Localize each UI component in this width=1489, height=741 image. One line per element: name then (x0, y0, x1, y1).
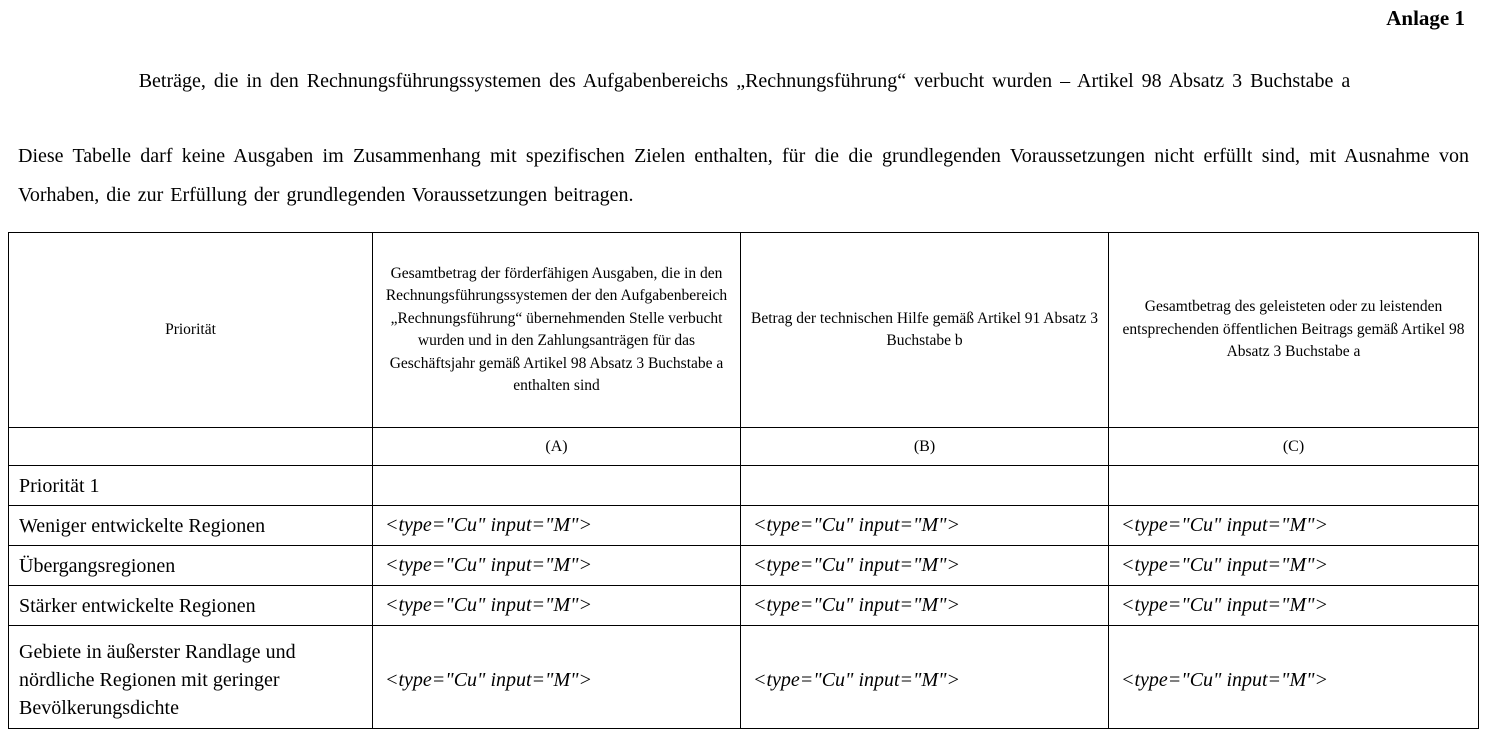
priority-cell-b (741, 466, 1109, 506)
priority-cell-a (373, 466, 741, 506)
cell-value-c[interactable]: <type="Cu" input="M"> (1109, 586, 1479, 626)
letter-b: (B) (741, 428, 1109, 466)
cell-value-c[interactable]: <type="Cu" input="M"> (1109, 626, 1479, 729)
document-heading: Beträge, die in den Rechnungsführungssystemen des Aufgabenbereichs „Rechnungsführung“ verbucht wurden – Artikel 98 Absatz 3 Buchstabe a (138, 70, 1351, 92)
row-label: Übergangsregionen (9, 546, 373, 586)
amounts-table (8, 232, 1479, 729)
letter-empty-cell (9, 428, 373, 466)
priority-cell-c (1109, 466, 1479, 506)
table-note: Diese Tabelle darf keine Ausgaben im Zusammenhang mit spezifischen Zielen enthalten, für die die grundlegenden Voraussetzungen nicht erfüllt sind, mit Ausnahme von Vorhaben, die zur Erfüllung der grundlegenden Voraussetzungen beitragen. (18, 145, 1469, 206)
row-label: Weniger entwickelte Regionen (9, 506, 373, 546)
table-row (9, 506, 1479, 546)
table-row (9, 626, 1479, 729)
cell-value-b[interactable]: <type="Cu" input="M"> (741, 626, 1109, 729)
cell-value-b[interactable]: <type="Cu" input="M"> (741, 586, 1109, 626)
cell-value-a[interactable]: <type="Cu" input="M"> (373, 626, 741, 729)
header-col-a: Gesamtbetrag der förderfähigen Ausgaben, die in den Rechnungsführungssystemen der den Aufgabenbereich „Rechnungsführung“ übernehmenden Stelle verbucht wurden und in den Zahlungsanträgen für das Geschäftsjahr gemäß Artikel 98 Absatz 3 Buchstabe a enthalten sind (373, 233, 741, 428)
letter-c: (C) (1109, 428, 1479, 466)
cell-value-b[interactable]: <type="Cu" input="M"> (741, 546, 1109, 586)
header-priority: Priorität (9, 233, 373, 428)
header-row (9, 233, 1479, 428)
table-row (9, 586, 1479, 626)
row-label: Stärker entwickelte Regionen (9, 586, 373, 626)
priority-row (9, 466, 1479, 506)
annex-label: Anlage 1 (1386, 6, 1465, 30)
header-col-c: Gesamtbetrag des geleisteten oder zu leistenden entsprechenden öffentlichen Beitrags gemäß Artikel 98 Absatz 3 Buchstabe a (1109, 233, 1479, 428)
column-letter-row (9, 428, 1479, 466)
row-label: Gebiete in äußerster Randlage und nördliche Regionen mit geringer Bevölkerungsdichte (9, 626, 373, 729)
cell-value-c[interactable]: <type="Cu" input="M"> (1109, 506, 1479, 546)
cell-value-b[interactable]: <type="Cu" input="M"> (741, 506, 1109, 546)
table-row (9, 546, 1479, 586)
priority-label: Priorität 1 (9, 466, 373, 506)
cell-value-a[interactable]: <type="Cu" input="M"> (373, 586, 741, 626)
cell-value-a[interactable]: <type="Cu" input="M"> (373, 546, 741, 586)
letter-a: (A) (373, 428, 741, 466)
cell-value-a[interactable]: <type="Cu" input="M"> (373, 506, 741, 546)
cell-value-c[interactable]: <type="Cu" input="M"> (1109, 546, 1479, 586)
header-col-b: Betrag der technischen Hilfe gemäß Artikel 91 Absatz 3 Buchstabe b (741, 233, 1109, 428)
